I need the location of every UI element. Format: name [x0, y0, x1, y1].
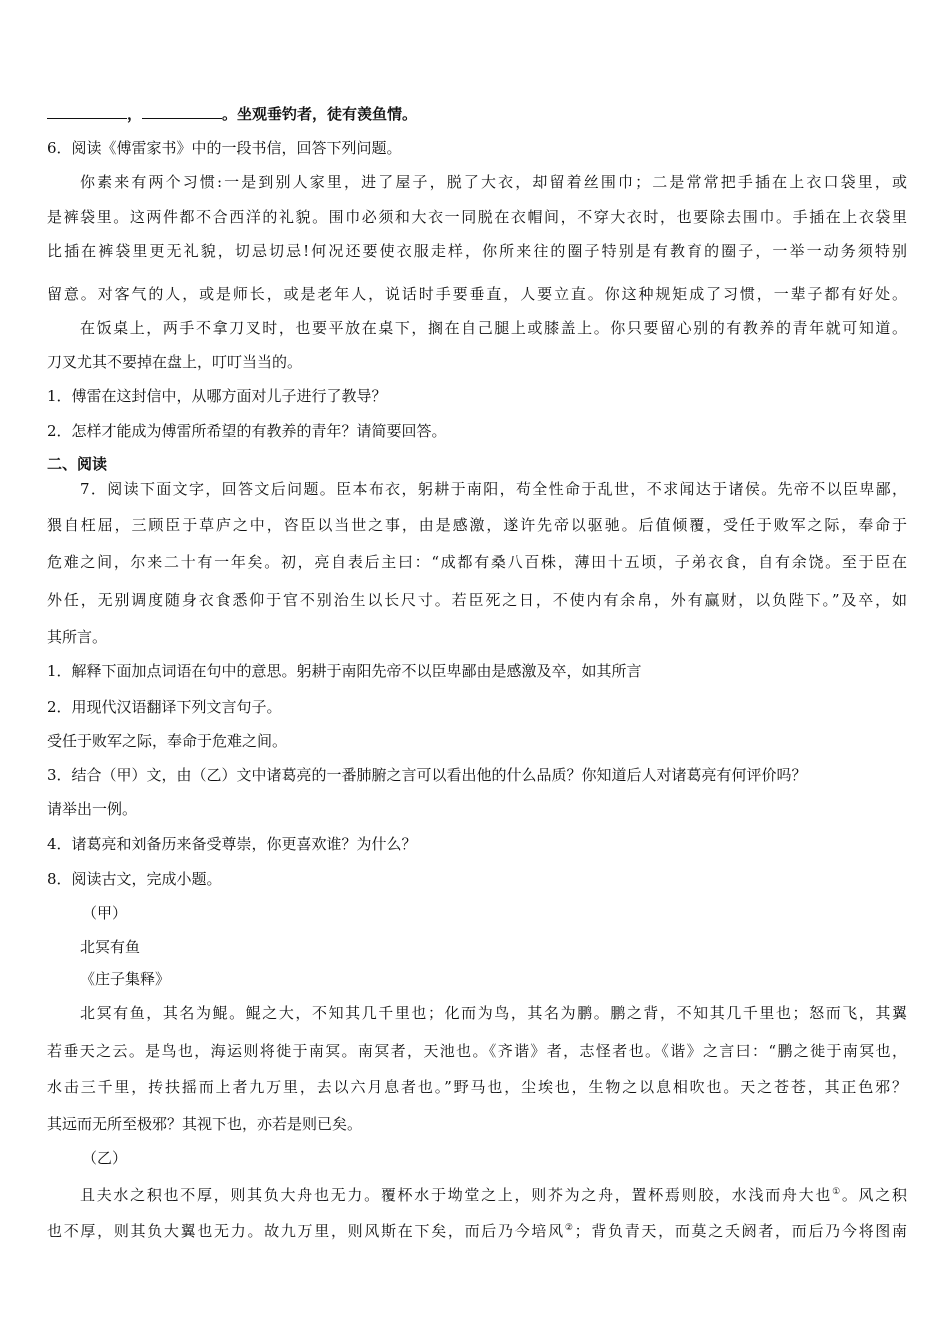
q7-subquestion-1: 1．解释下面加点词语在句中的意思。躬耕于南阳先帝不以臣卑鄙由是感激及卒，如其所言 — [47, 662, 642, 680]
passage-yi-line: 也不厚，则其负大翼也无力。故九万里，则风斯在下矣，而后乃今培风②；背负青天，而莫之夭阏者，而后乃今将图南 — [47, 1222, 907, 1240]
passage-jia-line: 其远而无所至极邪？其视下也，亦若是则已矣。 — [47, 1115, 363, 1133]
q5-tail-text: 。坐观垂钓者，徒有羡鱼情。 — [222, 105, 418, 123]
passage-label-jia: （甲） — [82, 904, 128, 922]
q6-paragraph1-line: 你素来有两个习惯:一是到别人家里，进了屋子，脱了大衣，却留着丝围巾；二是常常把手插在上衣口袋里，或 — [80, 173, 907, 191]
q6-paragraph1-line: 比插在裤袋里更无礼貌，切忌切忌!何况还要使衣服走样，你所来往的圈子特别是有教育的圈子，一举一动务须特别 — [47, 242, 907, 260]
passage-label-yi: （乙） — [82, 1149, 128, 1167]
footnote-marker: ① — [832, 1187, 842, 1197]
q5-fill-line: ， 。坐观垂钓者，徒有羡鱼情。 — [47, 104, 907, 124]
q7-passage-line: 7．阅读下面文字，回答文后问题。臣本布衣，躬耕于南阳，苟全性命于乱世，不求闻达于诸侯。先帝不以臣卑鄙， — [80, 480, 907, 498]
passage-jia-line: 若垂天之云。是鸟也，海运则将徙于南冥。南冥者，天池也。《齐谐》者，志怪者也。《谐》之言曰：“鹏之徙于南冥也， — [47, 1042, 907, 1060]
q6-subquestion-1: 1．傅雷在这封信中，从哪方面对儿子进行了教导？ — [47, 387, 387, 405]
q7-subquestion-4: 4．诸葛亮和刘备历来备受尊崇，你更喜欢谁？为什么？ — [47, 835, 417, 853]
q7-subquestion-2: 2．用现代汉语翻译下列文言句子。 — [47, 698, 282, 716]
q6-paragraph2-line: 在饭桌上，两手不拿刀叉时，也要平放在桌下，搁在自己腿上或膝盖上。你只要留心别的有教养的青年就可知道。 — [80, 319, 907, 337]
q6-paragraph1-line: 是裤袋里。这两件都不合西洋的礼貌。围巾必须和大衣一同脱在衣帽间，不穿大衣时，也要除去围巾。手插在上衣袋里 — [47, 208, 907, 226]
footnote-marker: ② — [564, 1223, 575, 1233]
q6-paragraph2-line: 刀叉尤其不要掉在盘上，叮叮当当的。 — [47, 353, 303, 371]
q7-subquestion-3-cont: 请举出一例。 — [47, 800, 138, 818]
q6-title: 6．阅读《傅雷家书》中的一段书信，回答下列问题。 — [47, 139, 402, 157]
passage-yi-line: 且夫水之积也不厚，则其负大舟也无力。覆杯水于坳堂之上，则芥为之舟，置杯焉则胶，水浅而舟大也①。风之积 — [80, 1186, 907, 1204]
q7-passage-line: 其所言。 — [47, 628, 108, 646]
passage-jia-source: 《庄子集释》 — [80, 970, 171, 988]
q7-passage-line: 猥自枉屈，三顾臣于草庐之中，咨臣以当世之事，由是感激，遂许先帝以驱驰。后值倾覆，受任于败军之际，奉命于 — [47, 516, 907, 534]
passage-jia-line: 北冥有鱼，其名为鲲。鲲之大，不知其几千里也；化而为鸟，其名为鹏。鹏之背，不知其几千里也；怒而飞，其翼 — [80, 1004, 907, 1022]
passage-jia-title: 北冥有鱼 — [80, 938, 141, 956]
q6-subquestion-2: 2．怎样才能成为傅雷所希望的有教养的青年？请简要回答。 — [47, 422, 447, 440]
q7-passage-line: 危难之间，尔来二十有一年矣。初，亮自表后主曰：“成都有桑八百株，薄田十五顷，子弟衣食，自有余饶。至于臣在 — [47, 553, 907, 571]
q7-subquestion-3: 3．结合（甲）文，由（乙）文中诸葛亮的一番肺腑之言可以看出他的什么品质？你知道后人对诸葛亮有何评价吗？ — [47, 766, 807, 784]
q6-paragraph1-line: 留意。对客气的人，或是师长，或是老年人，说话时手要垂直，人要立直。你这种规矩成了习惯，一辈子都有好处。 — [47, 285, 907, 303]
answer-blank-1[interactable] — [47, 104, 127, 119]
q7-translation-sentence: 受任于败军之际，奉命于危难之间。 — [47, 732, 288, 750]
section-heading: 二、阅读 — [47, 455, 108, 473]
q7-passage-line: 外任，无别调度随身衣食悉仰于官不别治生以长尺寸。若臣死之日，不使内有余帛，外有赢财，以负陛下。”及卒，如 — [47, 591, 907, 609]
q8-title: 8．阅读古文，完成小题。 — [47, 870, 222, 888]
passage-jia-line: 水击三千里，抟扶摇而上者九万里，去以六月息者也。”野马也，尘埃也，生物之以息相吹也。天之苍苍，其正色邪？ — [47, 1078, 907, 1096]
answer-blank-2[interactable] — [142, 104, 222, 119]
